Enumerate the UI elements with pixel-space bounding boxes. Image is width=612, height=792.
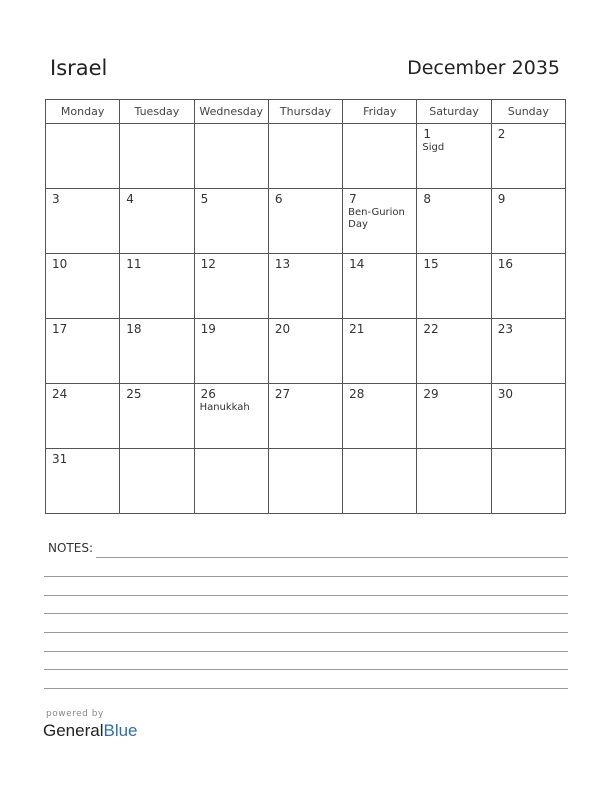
day-cell — [46, 124, 120, 189]
day-number: 30 — [497, 387, 513, 401]
notes-label: NOTES: — [48, 541, 93, 555]
day-cell — [343, 319, 417, 384]
holiday-label: Sigd — [422, 142, 445, 153]
notes-line — [44, 651, 568, 652]
day-cell — [343, 124, 417, 189]
day-number: 12 — [200, 257, 216, 271]
weekday-header: Friday — [343, 100, 417, 124]
day-cell — [194, 319, 268, 384]
day-cell — [417, 449, 491, 514]
calendar-grid — [45, 99, 566, 514]
day-number: 16 — [497, 257, 513, 271]
notes-line — [44, 688, 568, 689]
week-row — [46, 384, 566, 449]
day-cell — [46, 189, 120, 254]
week-row — [46, 124, 566, 189]
day-cell — [120, 449, 194, 514]
day-cell — [268, 124, 342, 189]
day-cell — [120, 124, 194, 189]
weekday-header: Tuesday — [120, 100, 194, 124]
day-number: 29 — [423, 387, 439, 401]
powered-by-text: powered by — [46, 709, 104, 719]
day-number: 6 — [274, 192, 283, 206]
day-number: 28 — [349, 387, 365, 401]
notes-line — [44, 669, 568, 670]
day-cell — [194, 124, 268, 189]
day-cell — [491, 319, 565, 384]
country-title: Israel — [50, 56, 108, 80]
day-number: 31 — [52, 452, 68, 466]
day-cell — [46, 384, 120, 449]
day-number: 21 — [349, 322, 365, 336]
day-number: 23 — [497, 322, 513, 336]
day-cell — [194, 384, 268, 449]
day-cell — [268, 254, 342, 319]
day-number: 8 — [423, 192, 432, 206]
day-cell — [268, 449, 342, 514]
day-cell — [46, 254, 120, 319]
week-row — [46, 449, 566, 514]
day-number: 5 — [200, 192, 209, 206]
day-cell — [120, 189, 194, 254]
weekday-header: Monday — [46, 100, 120, 124]
day-number: 18 — [126, 322, 142, 336]
day-cell — [417, 189, 491, 254]
day-cell — [491, 449, 565, 514]
day-cell — [343, 384, 417, 449]
notes-line — [44, 613, 568, 614]
day-cell — [343, 189, 417, 254]
day-number: 4 — [126, 192, 134, 206]
week-row — [46, 189, 566, 254]
day-number: 7 — [349, 192, 357, 206]
day-number: 20 — [274, 322, 291, 336]
day-cell — [268, 384, 342, 449]
weekday-header: Sunday — [491, 100, 565, 124]
day-number: 19 — [200, 322, 216, 336]
day-cell — [268, 189, 342, 254]
day-number: 2 — [497, 127, 506, 141]
day-number: 26 — [200, 387, 216, 401]
day-cell — [491, 189, 565, 254]
day-cell — [120, 384, 194, 449]
holiday-label: Hanukkah — [199, 402, 250, 413]
brand-logo — [43, 721, 138, 741]
day-cell — [194, 189, 268, 254]
day-number: 14 — [349, 257, 365, 271]
day-cell — [268, 319, 342, 384]
weekday-header: Thursday — [268, 100, 342, 124]
week-row — [46, 254, 566, 319]
day-number: 9 — [497, 192, 506, 206]
day-number: 1 — [423, 127, 432, 141]
day-cell — [491, 124, 565, 189]
weekday-header-row — [46, 100, 566, 124]
day-cell — [46, 319, 120, 384]
brand-general: General — [43, 721, 104, 740]
week-row — [46, 319, 566, 384]
day-cell — [417, 254, 491, 319]
day-cell — [417, 319, 491, 384]
weekday-header: Wednesday — [194, 100, 268, 124]
day-cell — [120, 254, 194, 319]
brand-blue: Blue — [103, 721, 138, 740]
day-number: 24 — [52, 387, 68, 401]
notes-line — [44, 576, 568, 577]
holiday-label: Ben-Gurion Day — [348, 207, 405, 230]
day-cell — [194, 254, 268, 319]
day-cell — [194, 449, 268, 514]
day-cell — [417, 124, 491, 189]
day-cell — [120, 319, 194, 384]
day-cell — [491, 384, 565, 449]
day-cell — [343, 449, 417, 514]
day-number: 22 — [423, 322, 439, 336]
day-cell — [491, 254, 565, 319]
day-number: 10 — [52, 257, 68, 271]
day-cell — [343, 254, 417, 319]
day-number: 25 — [126, 387, 142, 401]
day-cell — [46, 449, 120, 514]
day-number: 13 — [274, 257, 291, 271]
notes-line — [44, 632, 568, 633]
day-cell — [417, 384, 491, 449]
day-number: 15 — [423, 257, 439, 271]
day-number: 3 — [52, 192, 60, 206]
day-number: 27 — [274, 387, 291, 401]
weekday-header: Saturday — [417, 100, 491, 124]
day-number: 17 — [52, 322, 68, 336]
month-title: December 2035 — [407, 57, 560, 79]
notes-line — [44, 595, 568, 596]
notes-line — [96, 557, 568, 558]
day-number: 11 — [126, 257, 142, 271]
